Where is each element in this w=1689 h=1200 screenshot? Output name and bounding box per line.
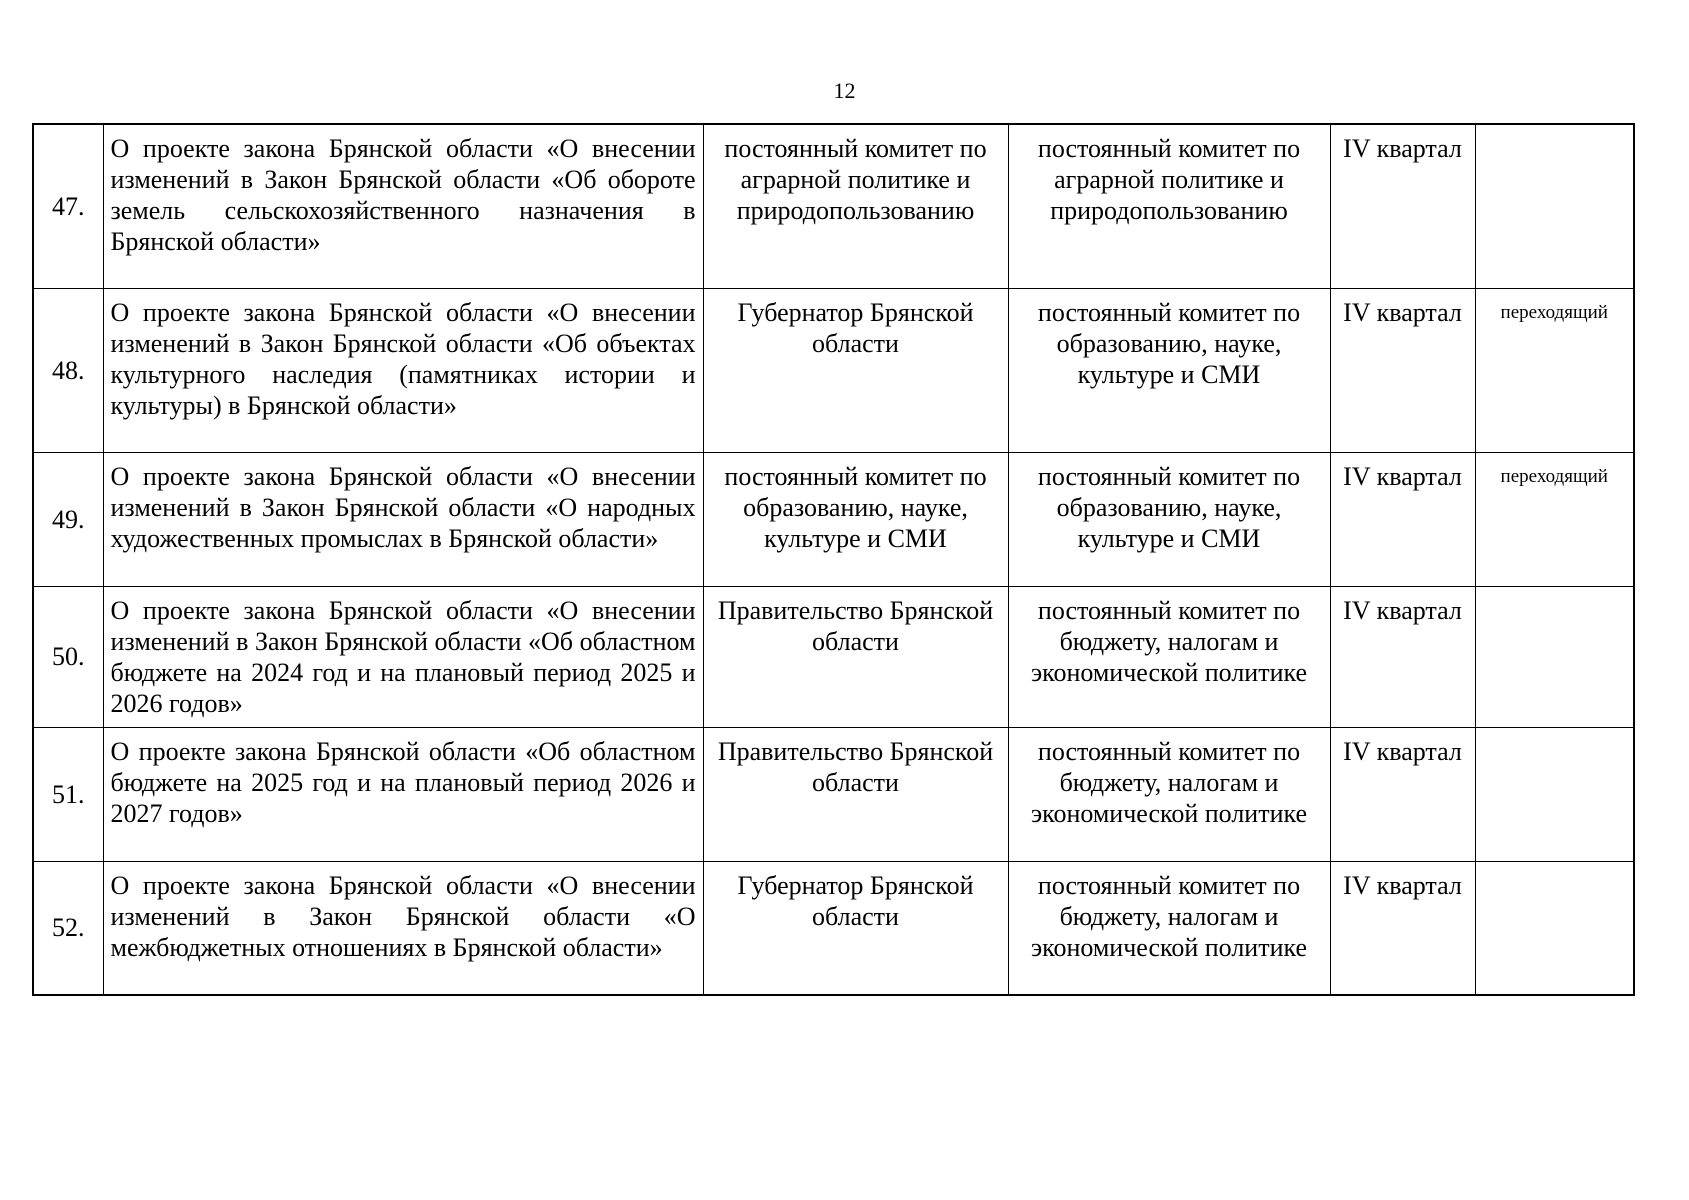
row-number: 49. bbox=[33, 452, 103, 586]
table-row bbox=[33, 288, 1634, 452]
term-cell: IV квартал bbox=[1330, 861, 1475, 995]
row-number: 47. bbox=[33, 124, 103, 288]
row-number: 52. bbox=[33, 861, 103, 995]
term-cell: IV квартал bbox=[1330, 586, 1475, 727]
plan-table bbox=[32, 123, 1635, 996]
table-row bbox=[33, 586, 1634, 727]
bill-title: О проекте закона Брянской области «О внесении изменений в Закон Брянской области «Об объектах культурного наследия (памятниках истории и культуры) в Брянской области» bbox=[103, 288, 703, 452]
responsible-cell: постоянный комитет по бюджету, налогам и экономической политике bbox=[1008, 861, 1330, 995]
initiator-cell: постоянный комитет по аграрной политике и природопользованию bbox=[703, 124, 1008, 288]
row-number: 51. bbox=[33, 727, 103, 861]
term-cell: IV квартал bbox=[1330, 124, 1475, 288]
responsible-cell: постоянный комитет по образованию, науке, культуре и СМИ bbox=[1008, 288, 1330, 452]
initiator-cell: Губернатор Брянской области bbox=[703, 288, 1008, 452]
note-cell bbox=[1475, 124, 1634, 288]
row-number: 50. bbox=[33, 586, 103, 727]
responsible-cell: постоянный комитет по образованию, науке, культуре и СМИ bbox=[1008, 452, 1330, 586]
term-cell: IV квартал bbox=[1330, 288, 1475, 452]
note-cell bbox=[1475, 861, 1634, 995]
note-cell bbox=[1475, 727, 1634, 861]
bill-title: О проекте закона Брянской области «Об областном бюджете на 2025 год и на плановый период 2026 и 2027 годов» bbox=[103, 727, 703, 861]
term-cell: IV квартал bbox=[1330, 452, 1475, 586]
initiator-cell: Правительство Брянской области bbox=[703, 586, 1008, 727]
table-row bbox=[33, 727, 1634, 861]
initiator-cell: Правительство Брянской области bbox=[703, 727, 1008, 861]
table-row bbox=[33, 124, 1634, 288]
table-row bbox=[33, 452, 1634, 586]
table-row bbox=[33, 861, 1634, 995]
note-cell: переходящий bbox=[1475, 288, 1634, 452]
responsible-cell: постоянный комитет по бюджету, налогам и экономической политике bbox=[1008, 727, 1330, 861]
initiator-cell: Губернатор Брянской области bbox=[703, 861, 1008, 995]
page-number: 12 bbox=[833, 78, 856, 103]
bill-title: О проекте закона Брянской области «О внесении изменений в Закон Брянской области «О народных художественных промыслах в Брянской области» bbox=[103, 452, 703, 586]
note-cell: переходящий bbox=[1475, 452, 1634, 586]
responsible-cell: постоянный комитет по аграрной политике и природопользованию bbox=[1008, 124, 1330, 288]
responsible-cell: постоянный комитет по бюджету, налогам и экономической политике bbox=[1008, 586, 1330, 727]
row-number: 48. bbox=[33, 288, 103, 452]
initiator-cell: постоянный комитет по образованию, науке, культуре и СМИ bbox=[703, 452, 1008, 586]
bill-title: О проекте закона Брянской области «О внесении изменений в Закон Брянской области «Об областном бюджете на 2024 год и на плановый период 2025 и 2026 годов» bbox=[103, 586, 703, 727]
bill-title: О проекте закона Брянской области «О внесении изменений в Закон Брянской области «Об обороте земель сельскохозяйственного назначения в Брянской области» bbox=[103, 124, 703, 288]
note-cell bbox=[1475, 586, 1634, 727]
term-cell: IV квартал bbox=[1330, 727, 1475, 861]
bill-title: О проекте закона Брянской области «О внесении изменений в Закон Брянской области «О межбюджетных отношениях в Брянской области» bbox=[103, 861, 703, 995]
